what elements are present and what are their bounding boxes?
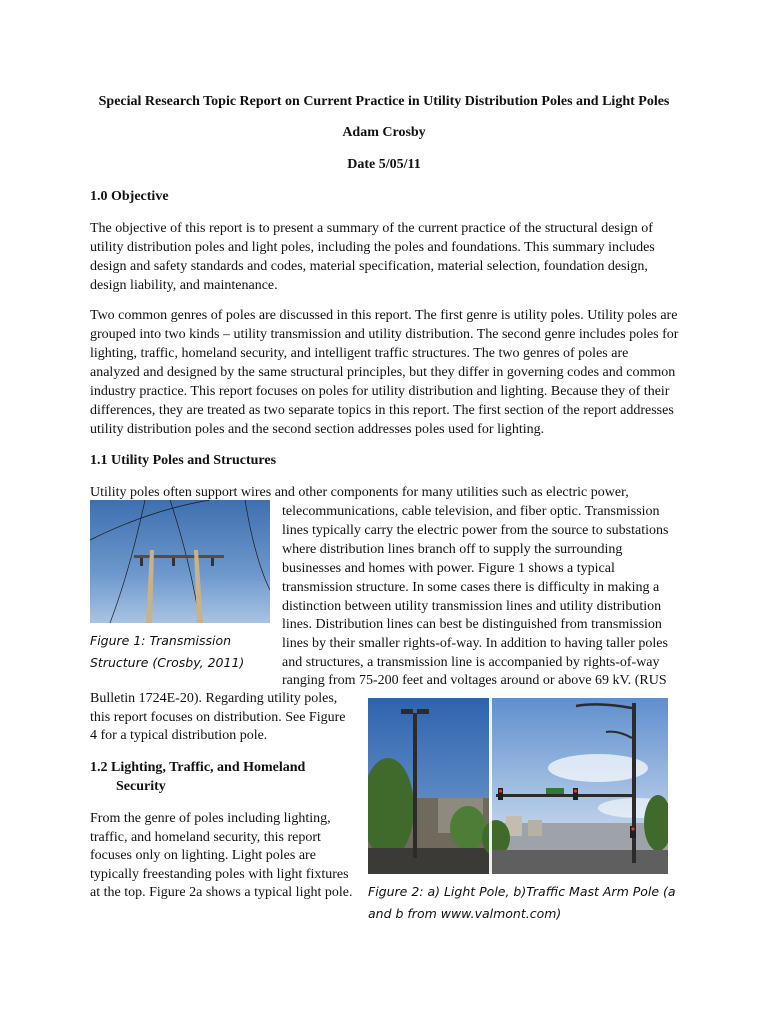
utility-line: lines by their smaller rights-of-way. In addition to having taller poles (282, 636, 668, 651)
document-title: Special Research Topic Report on Current Practice in Utility Distribution Poles and Light Poles (98, 94, 670, 109)
utility-after-line: 4 for a typical distribution pole. (90, 728, 268, 743)
utility-line: lines typically carry the electric power from the source to substations (282, 523, 669, 538)
utility-after-line: this report focuses on distribution. See Figure (90, 710, 346, 725)
heading-lighting-line-2: Security (116, 779, 166, 794)
objective-paragraph-1: The objective of this report is to present a summary of the current practice of the structural design of utility distribution poles and light poles, including the poles and foundations. This summary includes design and safety standards and codes, material specification, material selection, foundation design, design liability, and maintenance. (90, 221, 655, 293)
lighting-line: From the genre of poles including lighting, (90, 811, 331, 826)
utility-line: telecommunications, cable television, and fiber optic. Transmission (282, 504, 660, 519)
lighting-line: typically freestanding poles with light fixtures (90, 867, 349, 882)
utility-after-line: Bulletin 1724E-20). Regarding utility poles, (90, 691, 338, 706)
utility-line: transmission structure. In some cases there is difficulty in making a (282, 580, 660, 595)
utility-line-1: Utility poles often support wires and other components for many utilities such as electric power, (90, 485, 629, 500)
heading-lighting-line-1: 1.2 Lighting, Traffic, and Homeland (90, 760, 306, 775)
document-date: Date 5/05/11 (347, 157, 421, 172)
utility-line: businesses and homes with power. Figure 1 shows a typical (282, 561, 615, 576)
lighting-line: focuses only on lighting. Light poles are (90, 848, 316, 863)
utility-line: distinction between utility transmission lines and utility distribution (282, 599, 662, 614)
figure-1-caption-line-1: Figure 1: Transmission (90, 633, 232, 648)
utility-line: lines. Distribution lines can best be distinguished from transmission (282, 617, 662, 632)
document-author: Adam Crosby (342, 125, 426, 140)
objective-paragraph-2: Two common genres of poles are discussed in this report. The first genre is utility poles. Utility poles are grouped into two kinds – utility transmission and utility distribution. The second genre includes poles for lighting, traffic, homeland security, and intelligent traffic structures. The two genres of poles are analyzed and designed by the same structural principles, but they differ in governing codes and common industry practice. This report focuses on poles for utility distribution and lighting. Because they of their differences, they are treated as two separate topics in this report. The first section of the report addresses utility distribution poles and the second section addresses poles used for lighting. (90, 308, 679, 437)
figure-1-caption-line-2: Structure (Crosby, 2011) (90, 655, 245, 670)
utility-line: and structures, a transmission line is accompanied by rights-of-way (282, 655, 660, 670)
lighting-line: at the top. Figure 2a shows a typical light pole. (90, 885, 353, 900)
figure-2-photo (368, 698, 668, 874)
figure-2b-mast-arm-pole (482, 698, 668, 874)
utility-line: where distribution lines branch off to supply the surrounding (282, 542, 623, 557)
lighting-line: traffic, and homeland security, this report (90, 830, 321, 845)
figure-1-photo (90, 500, 270, 623)
heading-utility-poles: 1.1 Utility Poles and Structures (90, 453, 277, 468)
utility-line: ranging from 75-200 feet and voltages around or above 69 kV. (RUS (282, 673, 667, 688)
figure-2-caption-line-2: and b from www.valmont.com) (368, 906, 562, 921)
figure-2-caption-line-1: Figure 2: a) Light Pole, b)Traffic Mast Arm Pole (a (368, 884, 676, 899)
heading-objective: 1.0 Objective (90, 189, 169, 204)
figure-2a-light-pole (368, 698, 489, 874)
